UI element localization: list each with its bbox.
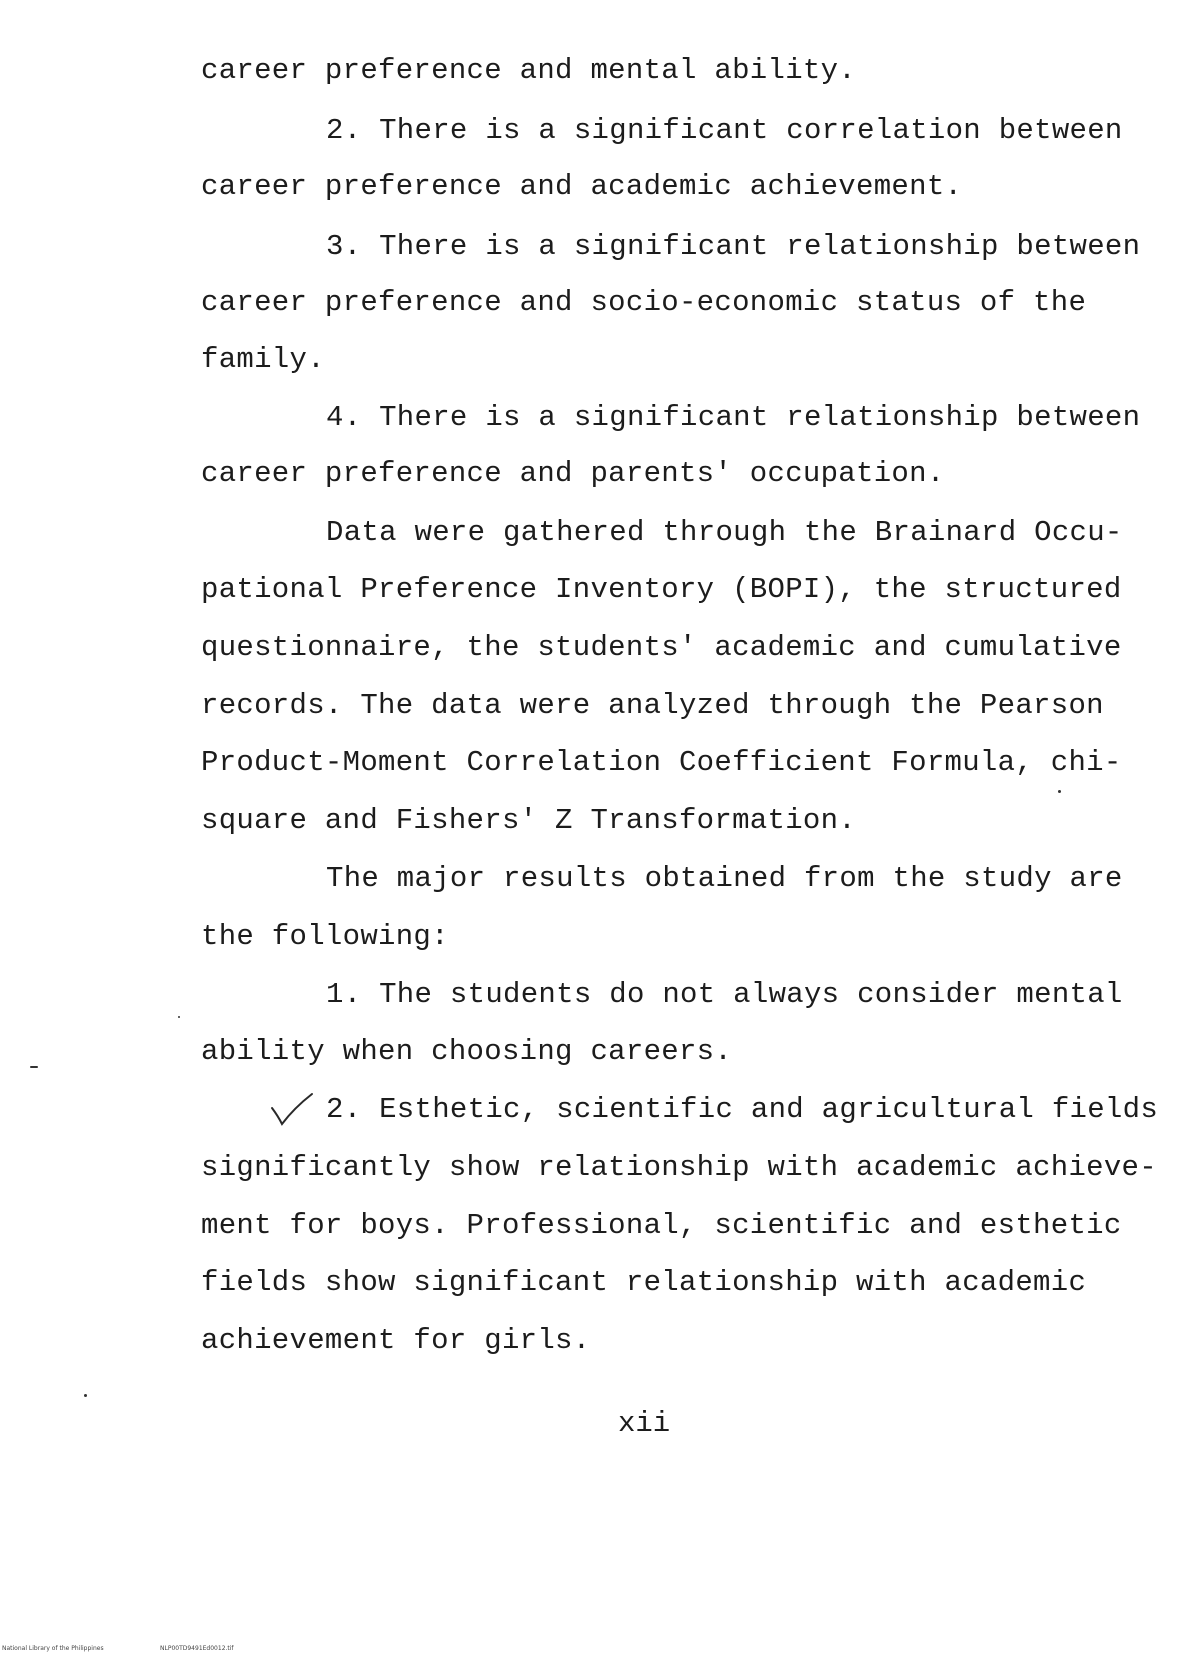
text-line-4: 3. There is a significant relationship between	[326, 230, 1141, 263]
text-line-13: Product-Moment Correlation Coefficient Formula, chi-	[201, 746, 1122, 779]
text-line-9: Data were gathered through the Brainard Occu-	[326, 516, 1123, 549]
text-line-18: ability when choosing careers.	[201, 1035, 733, 1068]
text-line-21: ment for boys. Professional, scientific and esthetic	[201, 1209, 1122, 1242]
text-line-3: career preference and academic achievement.	[201, 170, 963, 203]
text-line-14: square and Fishers' Z Transformation.	[201, 804, 857, 837]
text-line-6: family.	[201, 343, 325, 376]
footer-library: National Library of the Philippines	[2, 1645, 104, 1652]
scan-speck	[84, 1394, 87, 1397]
text-line-1: career preference and mental ability.	[201, 54, 857, 87]
footer-file-id: NLP00TD9491Ed0012.tif	[160, 1645, 234, 1652]
text-line-7: 4. There is a significant relationship between	[326, 401, 1141, 434]
text-line-2: 2. There is a significant correlation between	[326, 114, 1123, 147]
text-line-12: records. The data were analyzed through the Pearson	[201, 689, 1104, 722]
text-line-15: The major results obtained from the study are	[326, 862, 1123, 895]
scan-speck	[178, 1016, 180, 1018]
text-line-19: 2. Esthetic, scientific and agricultural fields	[326, 1093, 1159, 1126]
text-line-16: the following:	[201, 920, 449, 953]
text-line-17: 1. The students do not always consider mental	[326, 978, 1123, 1011]
text-line-11: questionnaire, the students' academic and cumulative	[201, 631, 1122, 664]
text-line-23: achievement for girls.	[201, 1324, 591, 1357]
text-line-8: career preference and parents' occupation.	[201, 457, 945, 490]
scan-speck	[30, 1066, 38, 1068]
text-line-5: career preference and socio-economic status of the	[201, 286, 1087, 319]
text-line-10: pational Preference Inventory (BOPI), the structured	[201, 573, 1122, 606]
text-line-20: significantly show relationship with academic achieve-	[201, 1151, 1157, 1184]
scan-speck	[1058, 790, 1061, 793]
page-number: xii	[618, 1407, 671, 1440]
checkmark-icon	[270, 1092, 314, 1128]
text-line-22: fields show significant relationship with academic	[201, 1266, 1087, 1299]
